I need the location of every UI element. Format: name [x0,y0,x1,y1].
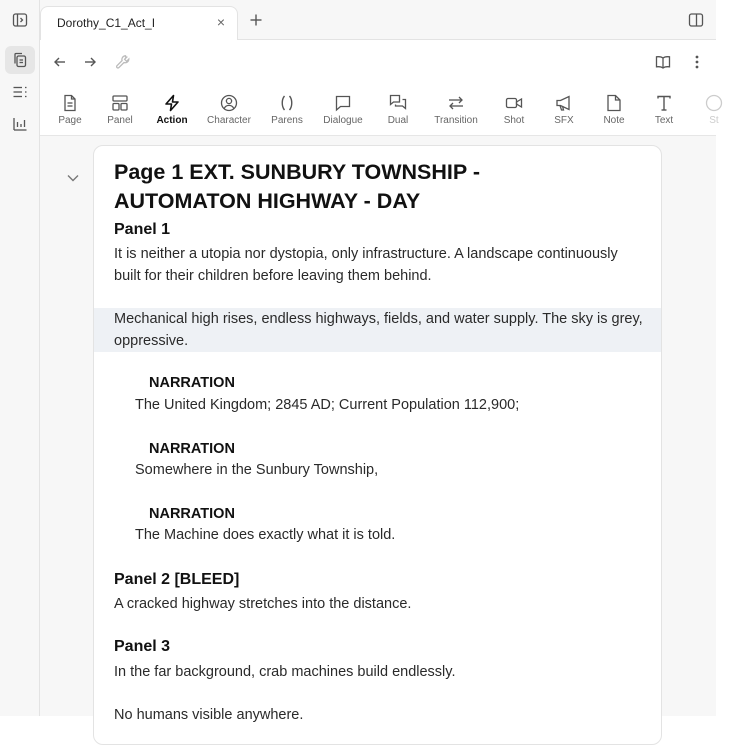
tab-bar [40,0,716,40]
character-name[interactable]: NARRATION [149,506,235,522]
tool-action[interactable]: Action [142,94,202,126]
tool-character[interactable]: Character [199,94,259,126]
tool-panel[interactable]: Panel [90,94,150,126]
action-line[interactable]: In the far background, crab machines build endlessly. [114,664,456,680]
chevron-down-icon[interactable] [65,170,81,186]
tool-shot[interactable]: Shot [484,94,544,126]
files-icon[interactable] [5,46,35,74]
tab-title: Dorothy_C1_Act_I [57,16,156,30]
tool-note[interactable]: Note [584,94,644,126]
arrow-right-icon[interactable] [82,54,98,70]
speech-bubble-icon [334,94,352,112]
dialogue-line[interactable]: The United Kingdom; 2845 AD; Current Population 112,900; [135,397,520,413]
more-vertical-icon[interactable] [689,54,705,70]
tool-overflow[interactable]: St [684,94,744,126]
element-toolbar [40,84,719,136]
outline-icon[interactable] [5,78,35,106]
action-line[interactable]: It is neither a utopia nor dystopia, only infrastructure. A landscape continuously built for their children before leaving them behind. [114,246,618,284]
action-line-active[interactable]: Mechanical high rises, endless highways, fields, and water supply. The sky is grey, oppressive. [114,311,643,349]
more-icon [705,94,723,112]
tool-parens[interactable]: Parens [257,94,317,126]
left-rail [0,0,40,716]
panel-icon [111,94,129,112]
dialogue-line[interactable]: Somewhere in the Sunbury Township, [135,462,379,478]
megaphone-icon [555,94,573,112]
book-open-icon[interactable] [655,54,671,70]
editor-area [40,136,716,723]
tool-page[interactable]: Page [40,94,100,126]
note-icon [605,94,623,112]
document-tab[interactable] [40,6,238,41]
plus-icon[interactable] [248,12,264,28]
wrench-icon[interactable] [115,54,131,70]
panel-heading[interactable]: Panel 1 [114,221,171,238]
tool-text[interactable]: Text [634,94,694,126]
lightning-icon [163,94,181,112]
tool-sfx[interactable]: SFX [534,94,594,126]
dialogue-line[interactable]: The Machine does exactly what it is told. [135,527,396,543]
dual-dialogue-icon [389,94,407,112]
arrow-left-icon[interactable] [52,54,68,70]
character-icon [220,94,238,112]
action-line[interactable]: No humans visible anywhere. [114,707,304,723]
tool-transition[interactable]: Transition [426,94,486,126]
character-name[interactable]: NARRATION [149,375,235,391]
panel-heading[interactable]: Panel 3 [114,638,171,655]
navigation-row [40,40,716,84]
transition-icon [447,94,465,112]
split-view-icon[interactable] [688,12,704,28]
page-heading[interactable]: Page 1 EXT. SUNBURY TOWNSHIP - AUTOMATON HIGHWAY - DAY [114,160,480,213]
action-line[interactable]: A cracked highway stretches into the distance. [114,596,412,612]
video-camera-icon [505,94,523,112]
tool-dual[interactable]: Dual [368,94,428,126]
sidebar-toggle-icon[interactable] [5,6,35,34]
stats-icon[interactable] [5,110,35,138]
panel-heading[interactable]: Panel 2 [BLEED] [114,571,240,588]
script-page-card[interactable] [93,145,662,745]
parens-icon [278,94,296,112]
character-name[interactable]: NARRATION [149,441,235,457]
page-icon [61,94,79,112]
close-tab-icon[interactable]: × [216,14,225,30]
tool-dialogue[interactable]: Dialogue [313,94,373,126]
text-icon [655,94,673,112]
